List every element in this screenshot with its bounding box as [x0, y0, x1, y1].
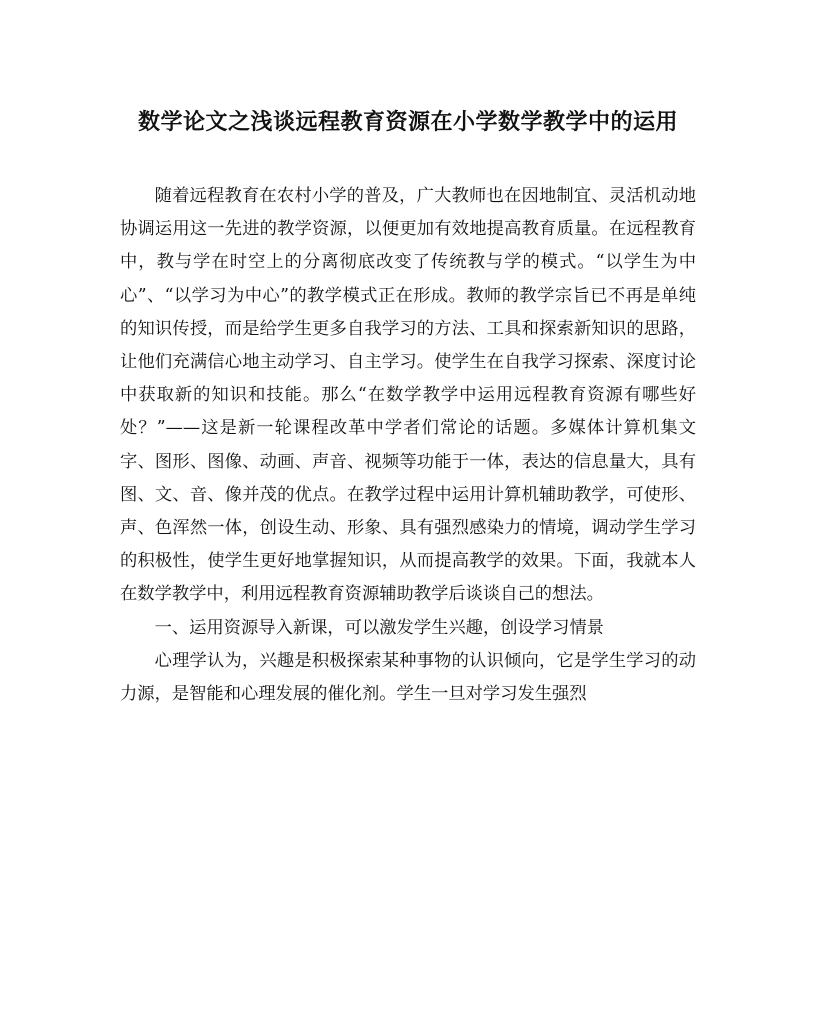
section-paragraph: 心理学认为，兴趣是积极探索某种事物的认识倾向，它是学生学习的动力源，是智能和心理发展的催化剂。学生一旦对学习发生强烈 — [120, 650, 696, 705]
document-body — [120, 180, 696, 711]
intro-paragraph: 随着远程教育在农村小学的普及，广大教师也在因地制宜、灵活机动地协调运用这一先进的教学资源，以便更加有效地提高教育质量。在远程教育中，教与学在时空上的分离彻底改变了传统教与学的模式。“以学生为中心”、“以学习为中心”的教学模式正在形成。教师的教学宗旨已不再是单纯的知识传授，而是给学生更多自我学习的方法、工具和探索新知识的思路，让他们充满信心地主动学习、自主学习。使学生在自我学习探索、深度讨论中获取新的知识和技能。那么“在数学教学中运用远程教育资源有哪些好处？”——这是新一轮课程改革中学者们常论的话题。多媒体计算机集文字、图形、图像、动画、声音、视频等功能于一体，表达的信息量大，具有图、文、音、像并茂的优点。在教学过程中运用计算机辅助教学，可使形、声、色浑然一体，创设生动、形象、具有强烈感染力的情境，调动学生学习的积极性，使学生更好地掌握知识，从而提高教学的效果。下面，我就本人在数学教学中，利用远程教育资源辅助教学后谈谈自己的想法。 — [120, 186, 696, 605]
document-page — [120, 100, 696, 711]
document-title: 数学论文之浅谈远程教育资源在小学数学教学中的运用 — [137, 109, 678, 135]
section-heading: 一、运用资源导入新课，可以激发学生兴趣，创设学习情景 — [154, 617, 604, 638]
